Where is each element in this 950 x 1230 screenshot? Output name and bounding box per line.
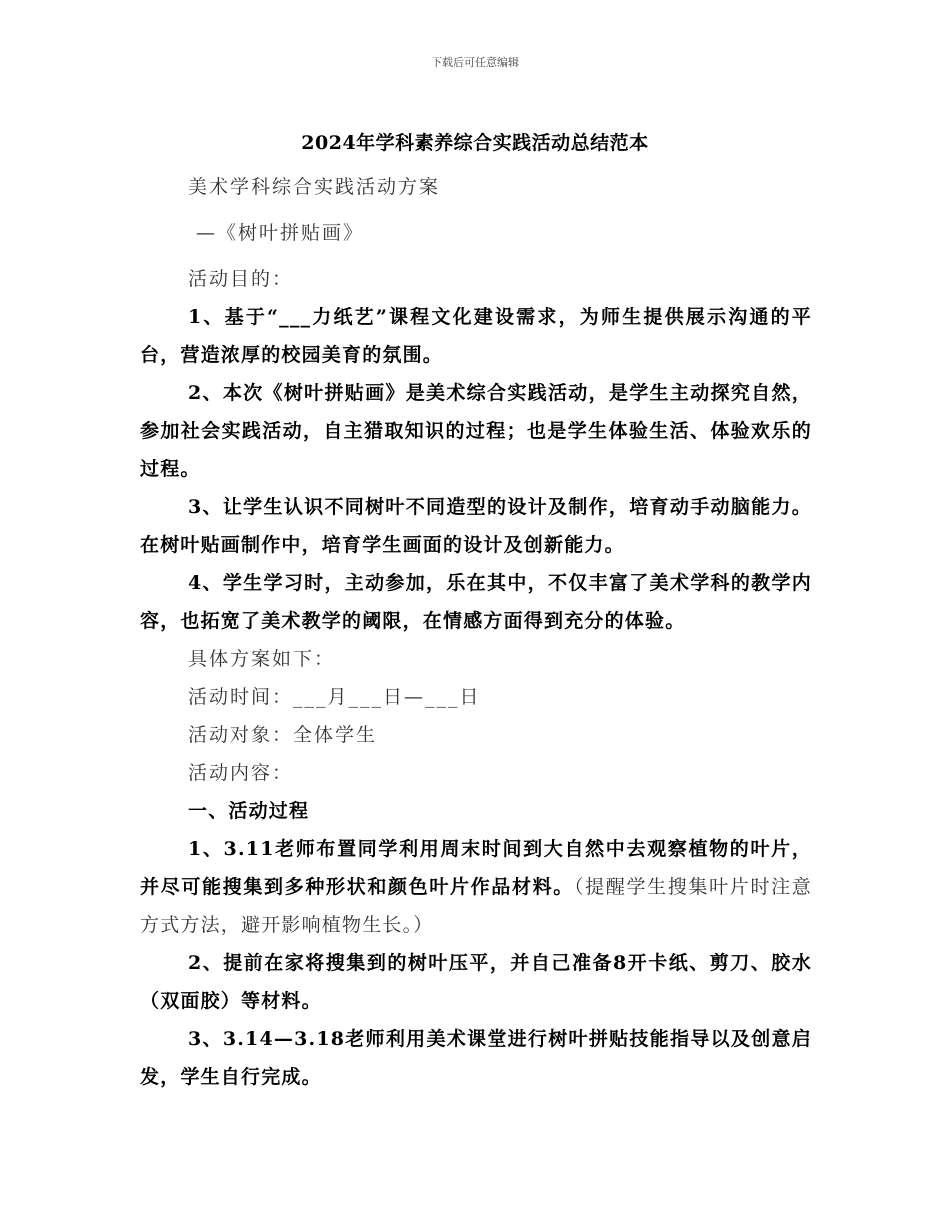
purpose-item-2: 2、本次《树叶拼贴画》是美术综合实践活动，是学生主动探究自然，参加社会实践活动，自主猎取知识的过程；也是学生体验生活、体验欢乐的过程。 — [140, 382, 812, 480]
document-body — [140, 168, 812, 1096]
activity-content: 活动内容： — [188, 762, 294, 784]
plan-heading: 具体方案如下： — [188, 648, 336, 670]
activity-time: 活动时间：___月___日—___日 — [188, 686, 481, 708]
process-item-1-note: （提醒学生搜集叶片时注意方式方法，避开影响植物生长。） — [140, 876, 813, 936]
process-item-1 — [140, 830, 812, 944]
activity-target: 活动对象：全体学生 — [188, 724, 378, 746]
process-item-1-main: 1、3.11老师布置同学利用周末时间到大自然中去观察植物的叶片，并尽可能搜集到多种形状和颜色叶片作品材料。 — [140, 838, 812, 898]
purpose-heading: 活动目的： — [188, 268, 294, 290]
process-item-2: 2、提前在家将搜集到的树叶压平，并自己准备8开卡纸、剪刀、胶水（双面胶）等材料。 — [140, 952, 812, 1012]
document-title: 2024年学科素养综合实践活动总结范本 — [301, 132, 649, 154]
section-heading-process: 一、活动过程 — [188, 800, 310, 822]
process-item-3: 3、3.14—3.18老师利用美术课堂进行树叶拼贴技能指导以及创意启发，学生自行完成。 — [140, 1028, 812, 1088]
purpose-item-3: 3、让学生认识不同树叶不同造型的设计及制作，培育动手动脑能力。在树叶贴画制作中，培育学生画面的设计及创新能力。 — [140, 496, 812, 556]
purpose-item-1: 1、基于“___力纸艺”课程文化建设需求，为师生提供展示沟通的平台，营造浓厚的校园美育的氛围。 — [140, 306, 812, 366]
page-header-note: 下载后可任意编辑 — [431, 56, 519, 69]
subtitle-work-name: —《树叶拼贴画》 — [196, 222, 365, 244]
subtitle: 美术学科综合实践活动方案 — [188, 176, 441, 198]
purpose-item-4: 4、学生学习时，主动参加，乐在其中，不仅丰富了美术学科的教学内容，也拓宽了美术教学的阈限，在情感方面得到充分的体验。 — [140, 572, 812, 632]
